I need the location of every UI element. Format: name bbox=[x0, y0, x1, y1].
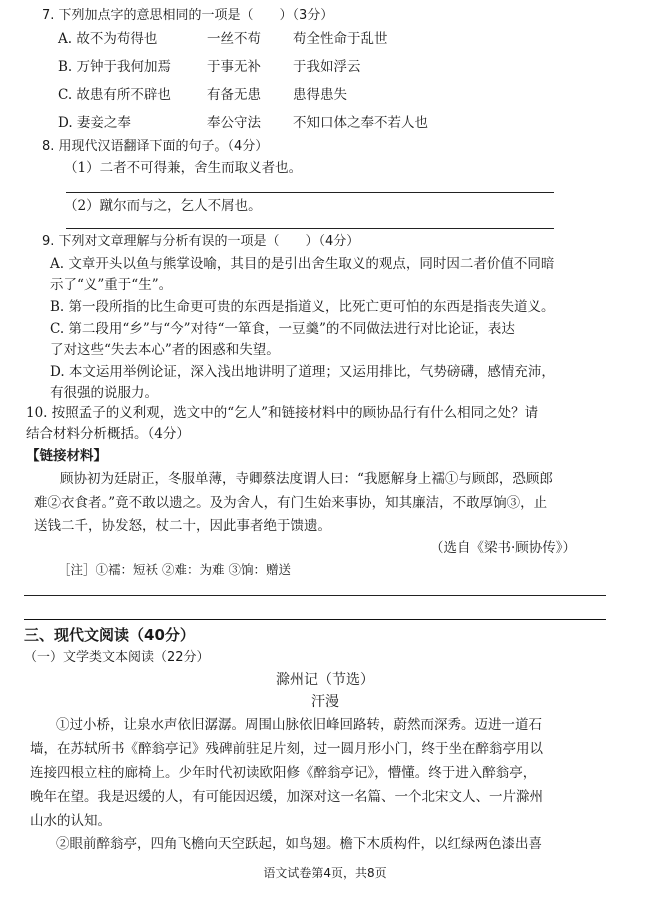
q9-line: C. 第二段用“乡”与“今”对待“一箪食，一豆羹”的不同做法进行对比论证，表达 bbox=[50, 321, 515, 337]
section-title: 三、现代文阅读（40分） bbox=[24, 626, 195, 644]
q9-line: 了对这些“失去本心”者的困惑和失望。 bbox=[50, 342, 280, 358]
article-title: 滁州记（节选） bbox=[276, 672, 374, 688]
material-line: 送钱二千，协发怒，杖二十，因此事者绝于馈遗。 bbox=[34, 518, 331, 534]
q7-option-d-word2: 不知口体之奉不若人也 bbox=[293, 115, 428, 131]
article-line: 晚年在望。我是迟缓的人，有可能因迟缓，加深对这一名篇、一个北宋文人、一片滁州 bbox=[30, 789, 543, 805]
article-line: 墙，在苏轼所书《醉翁亭记》残碑前驻足片刻，过一圆月形小门，终于坐在醉翁亭用以 bbox=[30, 741, 543, 757]
q7-option-b-word1: 于事无补 bbox=[207, 59, 261, 75]
subsection-title: （一）文学类文本阅读（22分） bbox=[24, 650, 210, 665]
material-heading: 【链接材料】 bbox=[26, 448, 107, 464]
article-line: 山水的认知。 bbox=[30, 813, 111, 829]
answer-line-2 bbox=[66, 228, 554, 229]
q9-title: 9. 下列对文章理解与分析有误的一项是（ ）（4分） bbox=[42, 234, 360, 249]
q7-title: 7. 下列加点字的意思相同的一项是（ ）（3分） bbox=[42, 8, 334, 23]
q9-line: D. 本文运用举例论证，深入浅出地讲明了道理；又运用排比，气势磅礴，感情充沛， bbox=[50, 364, 555, 380]
q8-title: 8. 用现代汉语翻译下面的句子。（4分） bbox=[42, 139, 269, 154]
material-line: 顾协初为廷尉正，冬服单薄，寺卿蔡法度谓人曰：“我愿解身上襦①与顾郎，恐顾郎 bbox=[60, 471, 553, 487]
q7-option-c-text: C. 故患有所不辟也 bbox=[58, 87, 171, 103]
q10-prompt-line-1: 10. 按照孟子的义利观，选文中的“乞人”和链接材料中的顾协品行有什么相同之处？请 bbox=[26, 405, 539, 421]
page-footer: 语文试卷第4页，共8页 bbox=[263, 866, 387, 880]
q7-option-b-word2: 于我如浮云 bbox=[293, 59, 361, 75]
article-line: ①过小桥，让泉水声依旧潺潺。周围山脉依旧峰回路转，蔚然而深秀。迈进一道石 bbox=[56, 717, 542, 733]
q7-option-c-word2: 患得患失 bbox=[293, 87, 347, 103]
article-line: 连接四根立柱的廊椅上。少年时代初读欧阳修《醉翁亭记》，懵懂。终于进入醉翁亭， bbox=[30, 765, 537, 781]
q7-option-c-word1: 有备无患 bbox=[207, 87, 261, 103]
q10-prompt-line-2: 结合材料分析概括。（4分） bbox=[26, 426, 190, 442]
q8-sentence-2: （2）蹴尔而与之，乞人不屑也。 bbox=[64, 198, 262, 214]
answer-line-3 bbox=[24, 595, 606, 596]
q7-option-d-text: D. 妻妾之奉 bbox=[58, 115, 131, 131]
section-divider bbox=[24, 619, 606, 620]
material-notes: ［注］①襦：短袄 ②难：为难 ③饷：赠送 bbox=[58, 562, 291, 577]
q7-option-a-text: A. 故不为苟得也 bbox=[58, 31, 158, 47]
q7-option-a-word1: 一丝不苟 bbox=[207, 31, 261, 47]
q9-line: A. 文章开头以鱼与熊掌设喻，其目的是引出舍生取义的观点，同时因二者价值不同暗 bbox=[50, 256, 555, 272]
q7-option-a-word2: 苟全性命于乱世 bbox=[293, 31, 388, 47]
q8-sentence-1: （1）二者不可得兼，舍生而取义者也。 bbox=[64, 160, 303, 176]
answer-line-1 bbox=[66, 192, 554, 193]
q9-line: 示了“义”重于“生”。 bbox=[50, 277, 173, 293]
q9-line: B. 第一段所指的比生命更可贵的东西是指道义，比死亡更可怕的东西是指丧失道义。 bbox=[50, 299, 555, 315]
article-author: 汗漫 bbox=[311, 694, 339, 710]
q7-option-b-text: B. 万钟于我何加焉 bbox=[58, 59, 172, 75]
q7-option-d-word1: 奉公守法 bbox=[207, 115, 261, 131]
q9-line: 有很强的说服力。 bbox=[50, 385, 158, 401]
material-line: 难②衣食者。”竟不敢以遗之。及为舍人，有门生始来事协，知其廉洁，不敢厚饷③，止 bbox=[34, 495, 548, 511]
material-source: （选自《梁书·顾协传》） bbox=[430, 540, 577, 556]
article-line: ②眼前醉翁亭，四角飞檐向天空跃起，如鸟翅。檐下木质构件，以红绿两色漆出喜 bbox=[56, 836, 542, 852]
